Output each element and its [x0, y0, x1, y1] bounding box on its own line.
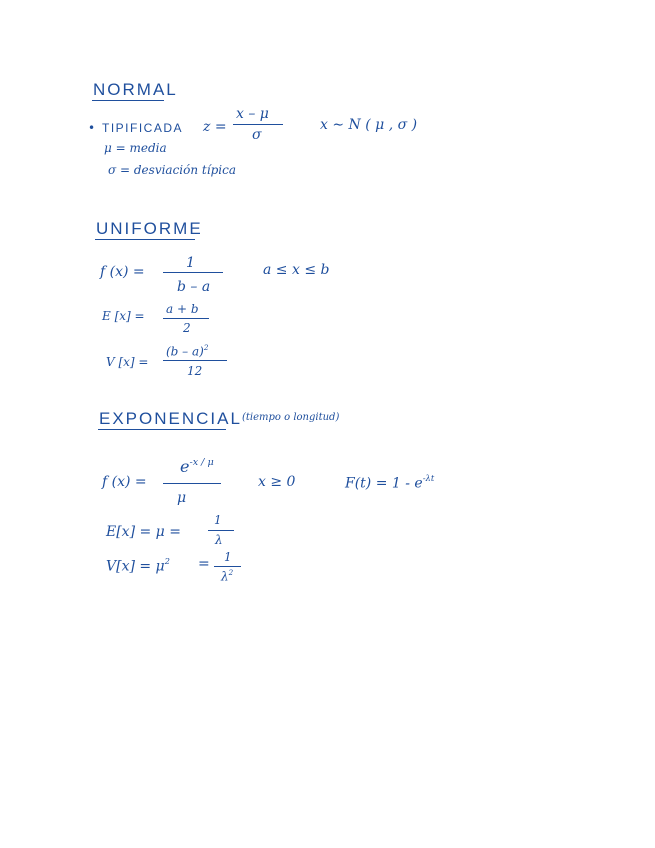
tipificada-label: TIPIFICADA — [102, 121, 184, 135]
exponencial-v-equals: = — [198, 556, 210, 572]
uniforme-e-denominator: 2 — [183, 321, 191, 335]
exponencial-f-denominator: μ — [177, 490, 187, 506]
sigma-definition: σ = desviación típica — [108, 163, 236, 177]
exponencial-v-denominator-base: λ — [221, 569, 229, 584]
mu-definition: μ = media — [104, 141, 167, 155]
exponencial-v-numerator: 1 — [224, 550, 232, 564]
uniforme-e-fraction-bar — [163, 318, 209, 319]
uniforme-v-numerator — [166, 344, 208, 357]
exponencial-cdf — [345, 474, 434, 490]
exponencial-f-fraction-bar — [163, 483, 221, 484]
z-fraction-bar — [233, 124, 283, 125]
uniforme-v-numerator-base: (b – a) — [166, 344, 204, 359]
exponencial-condition: x ≥ 0 — [258, 474, 296, 490]
exponencial-v-lhs — [106, 557, 170, 573]
exponencial-f-lhs: f (x) = — [102, 474, 147, 490]
uniforme-f-numerator: 1 — [186, 255, 195, 271]
uniforme-f-denominator: b – a — [177, 279, 211, 295]
uniforme-e-numerator: a + b — [166, 302, 199, 316]
uniforme-v-lhs: V [x] = — [106, 355, 149, 369]
normal-distribution: x ∼ N ( μ , σ ) — [320, 117, 418, 133]
uniforme-f-lhs: f (x) = — [100, 264, 145, 280]
exponencial-v-lhs-base: V[x] = μ — [106, 558, 165, 575]
uniforme-f-fraction-bar — [163, 272, 223, 273]
uniforme-v-numerator-exp: 2 — [203, 343, 209, 352]
exponencial-v-fraction-bar — [214, 566, 241, 567]
exponencial-v-denominator — [221, 569, 233, 582]
normal-heading-underline — [92, 100, 164, 101]
z-denominator: σ — [252, 127, 262, 143]
exponencial-heading-underline — [98, 429, 226, 430]
exponencial-f-numerator — [180, 458, 214, 475]
exponencial-v-denominator-exp: 2 — [228, 568, 234, 577]
exponencial-cdf-base: F(t) = 1 - e — [345, 475, 423, 492]
exponencial-e-lhs: E[x] = μ = — [106, 524, 181, 540]
exponencial-e-denominator: λ — [215, 533, 223, 547]
z-lhs: z = — [203, 119, 227, 135]
exponencial-f-numerator-base: e — [180, 457, 190, 477]
bullet-dot: • — [88, 121, 96, 135]
uniforme-range: a ≤ x ≤ b — [263, 262, 330, 278]
exponencial-e-numerator: 1 — [214, 513, 222, 527]
exponencial-note: (tiempo o longitud) — [242, 412, 340, 423]
exponencial-v-lhs-exp: 2 — [164, 556, 171, 566]
uniforme-heading-underline — [95, 239, 195, 240]
exponencial-e-fraction-bar — [208, 530, 234, 531]
exponencial-cdf-exp: -λt — [422, 473, 435, 483]
exponencial-heading: EXPONENCIAL — [99, 409, 242, 428]
exponencial-f-numerator-exp: -x / μ — [189, 457, 214, 468]
uniforme-heading: UNIFORME — [96, 219, 203, 238]
normal-heading: NORMAL — [93, 80, 178, 99]
uniforme-v-fraction-bar — [163, 360, 227, 361]
uniforme-v-denominator: 12 — [187, 364, 203, 378]
uniforme-e-lhs: E [x] = — [102, 309, 145, 323]
z-numerator: x – μ — [236, 106, 269, 122]
